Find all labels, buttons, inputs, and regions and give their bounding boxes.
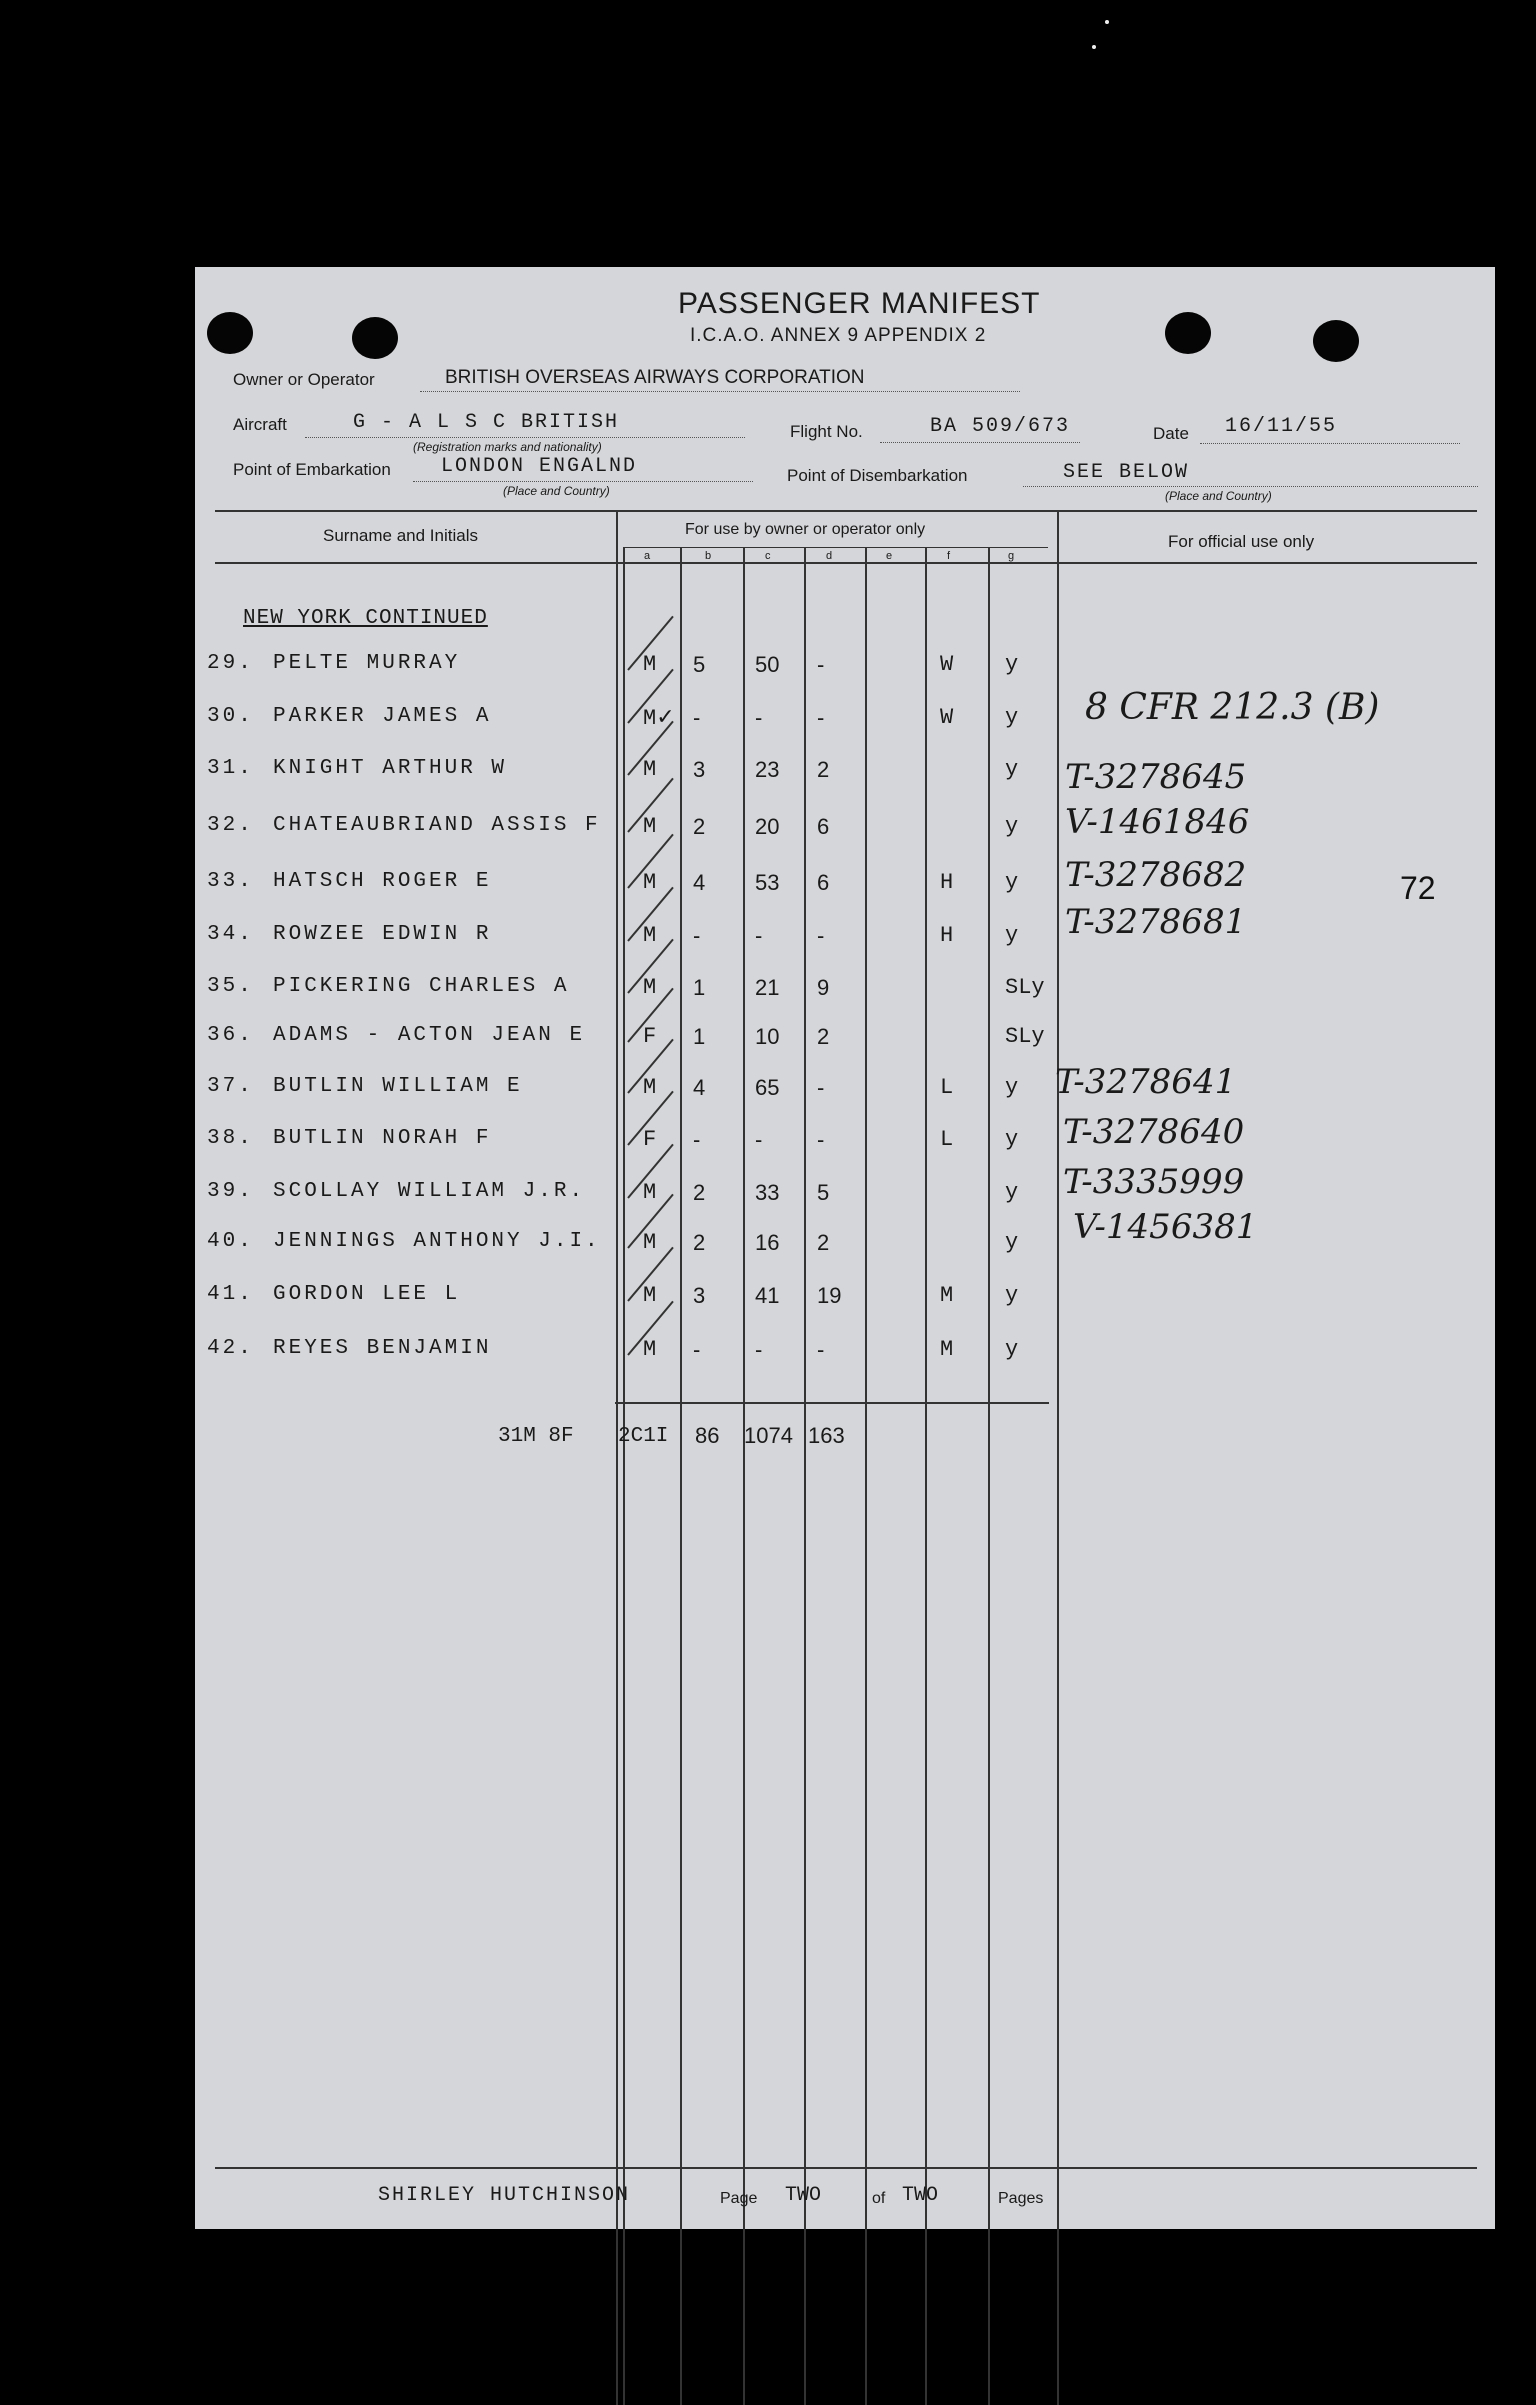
footer-rule <box>215 2167 1477 2169</box>
footer-signer: SHIRLEY HUTCHINSON <box>378 2184 631 2207</box>
disembark-label: Point of Disembarkation <box>787 466 968 485</box>
cell-d: 2 <box>817 1230 830 1255</box>
page-number: 72 <box>1400 870 1436 906</box>
cell-a: M <box>643 1230 657 1255</box>
cell-a: F <box>643 1024 657 1049</box>
aircraft-underline <box>305 437 745 438</box>
cell-c: 41 <box>755 1283 780 1308</box>
cell-c: 16 <box>755 1230 780 1255</box>
cell-d: - <box>817 923 825 948</box>
cell-f: L <box>940 1075 954 1100</box>
passenger-name: CHATEAUBRIAND ASSIS F <box>273 814 601 837</box>
totals-b: 86 <box>695 1423 720 1448</box>
cell-c: 21 <box>755 975 780 1000</box>
official-note: T-3278681 <box>1065 902 1247 942</box>
date-value: 16/11/55 <box>1225 415 1338 438</box>
cell-g: y <box>1005 1127 1019 1152</box>
date-label: Date <box>1153 424 1189 443</box>
passenger-name: PICKERING CHARLES A <box>273 975 570 998</box>
flight-label: Flight No. <box>790 422 863 441</box>
cell-a: M <box>643 1337 657 1362</box>
flight-value: BA 509/673 <box>930 415 1071 438</box>
subcol-e: e <box>886 550 893 562</box>
cell-d: 2 <box>817 1024 830 1049</box>
cell-b: 4 <box>693 870 706 895</box>
cell-d: - <box>817 652 825 677</box>
subcolumn-rule <box>623 547 1048 548</box>
scan-speck <box>1092 45 1096 49</box>
col-divider <box>616 510 618 2405</box>
passenger-name: BUTLIN WILLIAM E <box>273 1075 523 1098</box>
totals-d: 163 <box>808 1423 845 1448</box>
cell-g: y <box>1005 1230 1019 1255</box>
cell-b: 5 <box>693 652 706 677</box>
cell-g: y <box>1005 923 1019 948</box>
punch-hole <box>1165 312 1211 354</box>
cell-b: - <box>693 705 701 730</box>
row-number: 42. <box>207 1337 254 1360</box>
official-note: 8 CFR 212.3 (B) <box>1085 687 1380 728</box>
col-official-header: For official use only <box>1168 532 1315 551</box>
subcol-c: c <box>765 550 771 562</box>
cell-a: M <box>643 1075 657 1100</box>
col-divider <box>804 547 806 2405</box>
row-number: 32. <box>207 814 254 837</box>
passenger-name: BUTLIN NORAH F <box>273 1127 492 1150</box>
cell-a: M <box>643 814 657 839</box>
punch-hole <box>352 317 398 359</box>
disembark-underline <box>1023 486 1478 487</box>
cell-b: 1 <box>693 1024 706 1049</box>
col-divider <box>1057 510 1059 2405</box>
cell-a: M <box>643 652 657 677</box>
passenger-name: SCOLLAY WILLIAM J.R. <box>273 1180 586 1203</box>
col-divider <box>623 547 625 2405</box>
official-note: V-1456381 <box>1073 1207 1258 1247</box>
cell-a: M <box>643 1180 657 1205</box>
aircraft-value: G - A L S C BRITISH <box>353 411 620 434</box>
passenger-name: PELTE MURRAY <box>273 652 461 675</box>
aircraft-note: (Registration marks and nationality) <box>413 440 602 454</box>
cell-c: 20 <box>755 814 780 839</box>
cell-f: L <box>940 1127 954 1152</box>
owner-value: BRITISH OVERSEAS AIRWAYS CORPORATION <box>445 367 865 388</box>
cell-b: - <box>693 1337 701 1362</box>
cell-g: y <box>1005 757 1019 782</box>
cell-c: 23 <box>755 757 780 782</box>
passenger-name: JENNINGS ANTHONY J.I. <box>273 1230 601 1253</box>
passenger-name: HATSCH ROGER E <box>273 870 492 893</box>
totals-a: 2C1I <box>618 1425 669 1448</box>
passenger-name: PARKER JAMES A <box>273 705 492 728</box>
col-surname-header: Surname and Initials <box>323 526 478 545</box>
subcol-b: b <box>705 550 712 562</box>
official-note: T-3278645 <box>1065 757 1247 797</box>
cell-a: F <box>643 1127 657 1152</box>
cell-c: - <box>755 1337 763 1362</box>
row-number: 41. <box>207 1283 254 1306</box>
cell-g: y <box>1005 705 1019 730</box>
owner-underline <box>420 391 1020 392</box>
official-note: T-3278682 <box>1065 855 1247 895</box>
col-divider <box>925 547 927 2405</box>
row-number: 31. <box>207 757 254 780</box>
owner-label: Owner or Operator <box>233 370 375 389</box>
cell-b: 4 <box>693 1075 706 1100</box>
embark-label: Point of Embarkation <box>233 460 391 479</box>
row-number: 37. <box>207 1075 254 1098</box>
cell-b: - <box>693 923 701 948</box>
row-number: 39. <box>207 1180 254 1203</box>
row-number: 36. <box>207 1024 254 1047</box>
cell-d: - <box>817 1127 825 1152</box>
col-divider <box>865 547 867 2405</box>
row-number: 33. <box>207 870 254 893</box>
official-note: T-3278641 <box>1055 1062 1237 1102</box>
cell-g: y <box>1005 1337 1019 1362</box>
cell-a: M <box>643 870 657 895</box>
passenger-name: ROWZEE EDWIN R <box>273 923 492 946</box>
row-number: 40. <box>207 1230 254 1253</box>
official-note: T-3335999 <box>1063 1162 1245 1202</box>
official-note: T-3278640 <box>1063 1112 1245 1152</box>
cell-d: - <box>817 705 825 730</box>
cell-d: 5 <box>817 1180 830 1205</box>
table-header-rule <box>215 562 1477 564</box>
official-note: V-1461846 <box>1065 802 1250 842</box>
cell-c: 53 <box>755 870 780 895</box>
embark-value: LONDON ENGALND <box>441 455 638 478</box>
cell-b: 2 <box>693 1230 706 1255</box>
row-number: 30. <box>207 705 254 728</box>
disembark-note: (Place and Country) <box>1165 489 1272 503</box>
cell-c: 10 <box>755 1024 780 1049</box>
punch-hole <box>207 312 253 354</box>
cell-f: W <box>940 705 954 730</box>
embark-underline <box>413 481 753 482</box>
cell-a: M <box>643 1283 657 1308</box>
cell-g: y <box>1005 652 1019 677</box>
col-divider <box>680 547 682 2405</box>
subcol-f: f <box>947 550 951 562</box>
subcol-a: a <box>644 550 651 562</box>
form-title: PASSENGER MANIFEST <box>678 287 1041 320</box>
cell-g: y <box>1005 1283 1019 1308</box>
cell-f: W <box>940 652 954 677</box>
passenger-name: REYES BENJAMIN <box>273 1337 492 1360</box>
cell-c: - <box>755 1127 763 1152</box>
cell-d: - <box>817 1337 825 1362</box>
row-number: 38. <box>207 1127 254 1150</box>
punch-hole <box>1313 320 1359 362</box>
col-divider <box>743 547 745 2405</box>
cell-d: 19 <box>817 1283 842 1308</box>
manifest-sheet <box>195 267 1495 2229</box>
row-number: 29. <box>207 652 254 675</box>
cell-d: - <box>817 1075 825 1100</box>
cell-b: 3 <box>693 757 706 782</box>
totals-rule <box>615 1402 1049 1404</box>
cell-d: 2 <box>817 757 830 782</box>
cell-g: SLy <box>1005 975 1045 1000</box>
section-heading: NEW YORK CONTINUED <box>243 607 488 630</box>
cell-d: 6 <box>817 870 830 895</box>
footer-of-value: TWO <box>902 2184 939 2207</box>
footer-of-label: of <box>872 2190 886 2207</box>
cell-b: 1 <box>693 975 706 1000</box>
embark-note: (Place and Country) <box>503 484 610 498</box>
aircraft-label: Aircraft <box>233 415 287 434</box>
table-top-rule <box>215 510 1477 512</box>
cell-b: - <box>693 1127 701 1152</box>
cell-g: y <box>1005 1180 1019 1205</box>
col-operator-header: For use by owner or operator only <box>685 521 926 538</box>
cell-f: M <box>940 1283 954 1308</box>
cell-g: y <box>1005 814 1019 839</box>
cell-c: 50 <box>755 652 780 677</box>
cell-g: SLy <box>1005 1024 1045 1049</box>
cell-c: - <box>755 923 763 948</box>
subcol-d: d <box>826 550 833 562</box>
subcol-g: g <box>1008 550 1015 562</box>
cell-b: 2 <box>693 814 706 839</box>
cell-c: - <box>755 705 763 730</box>
passenger-name: GORDON LEE L <box>273 1283 461 1306</box>
footer-page-value: TWO <box>785 2184 822 2207</box>
totals-c: 1074 <box>744 1423 793 1448</box>
scan-speck <box>1105 20 1109 24</box>
cell-c: 65 <box>755 1075 780 1100</box>
footer-page-label: Page <box>720 2190 758 2207</box>
cell-f: H <box>940 870 954 895</box>
cell-a: M <box>643 975 657 1000</box>
cell-a: M <box>643 757 657 782</box>
date-underline <box>1200 443 1460 444</box>
cell-d: 6 <box>817 814 830 839</box>
disembark-value: SEE BELOW <box>1063 461 1190 484</box>
passenger-name: ADAMS - ACTON JEAN E <box>273 1024 586 1047</box>
passenger-name: KNIGHT ARTHUR W <box>273 757 508 780</box>
cell-a: M <box>643 923 657 948</box>
row-number: 35. <box>207 975 254 998</box>
cell-d: 9 <box>817 975 830 1000</box>
col-divider <box>988 547 990 2405</box>
cell-g: y <box>1005 870 1019 895</box>
row-number: 34. <box>207 923 254 946</box>
flight-underline <box>880 442 1080 443</box>
cell-c: 33 <box>755 1180 780 1205</box>
cell-a: M✓ <box>643 706 675 731</box>
form-subtitle: I.C.A.O. ANNEX 9 APPENDIX 2 <box>690 325 987 346</box>
cell-f: H <box>940 923 954 948</box>
footer-pages-label: Pages <box>998 2190 1044 2207</box>
totals-label: 31M 8F <box>498 1425 574 1448</box>
cell-g: y <box>1005 1075 1019 1100</box>
cell-b: 2 <box>693 1180 706 1205</box>
cell-f: M <box>940 1337 954 1362</box>
cell-b: 3 <box>693 1283 706 1308</box>
